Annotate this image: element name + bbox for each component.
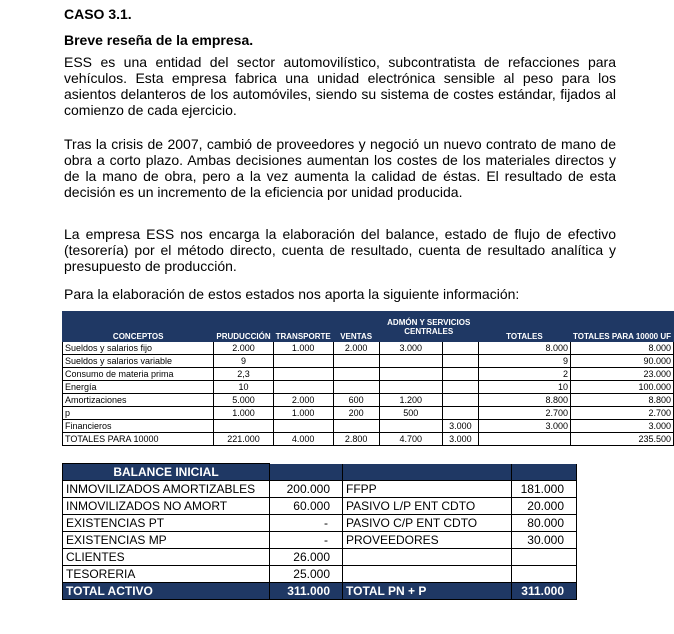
- row-value: [442, 381, 478, 394]
- row-value: 1.000: [214, 407, 273, 420]
- section-subtitle: Breve reseña de la empresa.: [64, 32, 254, 48]
- row-concept: Sueldos y salarios fijo: [63, 342, 214, 355]
- row-concept: TOTALES PARA 10000: [63, 433, 214, 446]
- row-value: 4.700: [379, 433, 442, 446]
- row-value: [442, 407, 478, 420]
- paragraph-crisis: Tras la crisis de 2007, cambió de proveedores y negoció un nuevo contrato de mano de obra a corto plazo. Ambas decisiones aumentan los costes de los materiales directos y de la mano de obra, pero a la vez aumenta la calidad de éstas. El resultado de esta decisión es un incremento de la eficiencia por unidad producida.: [64, 136, 616, 200]
- row-value: 2: [478, 368, 570, 381]
- row-value: 3.000: [442, 420, 478, 433]
- balance-totals-row: [63, 583, 577, 600]
- row-value: 23.000: [571, 368, 674, 381]
- row-value: 2.700: [478, 407, 570, 420]
- balance-label: FFPP: [343, 481, 512, 498]
- row-value: 8.000: [478, 342, 570, 355]
- cost-table-row: [63, 342, 674, 355]
- row-value: 9: [478, 355, 570, 368]
- balance-header: [63, 464, 577, 481]
- balance-label: PASIVO L/P ENT CDTO: [343, 498, 512, 515]
- balance-row: [63, 498, 577, 515]
- balance-value: 26.000: [270, 549, 343, 566]
- row-value: 600: [333, 394, 379, 407]
- row-value: [214, 420, 273, 433]
- balance-value: 20.000: [512, 498, 577, 515]
- row-value: [379, 420, 442, 433]
- row-value: [333, 355, 379, 368]
- row-value: 3.000: [571, 420, 674, 433]
- row-value: 8.000: [571, 342, 674, 355]
- row-value: 3.000: [442, 433, 478, 446]
- cost-table-row: [63, 407, 674, 420]
- row-value: 8.800: [478, 394, 570, 407]
- row-value: [273, 420, 333, 433]
- balance-row: [63, 532, 577, 549]
- row-value: [333, 368, 379, 381]
- balance-label: [343, 566, 512, 583]
- balance-label: [343, 549, 512, 566]
- balance-row: [63, 549, 577, 566]
- balance-value: -: [270, 515, 343, 532]
- balance-label: CLIENTES: [63, 549, 270, 566]
- row-value: 100.000: [571, 381, 674, 394]
- cost-table-row: [63, 420, 674, 433]
- cost-table-row: [63, 433, 674, 446]
- balance-value: 80.000: [512, 515, 577, 532]
- header-totales-uf: TOTALES PARA 10000 UF: [571, 312, 674, 342]
- row-value: [442, 394, 478, 407]
- row-value: [379, 368, 442, 381]
- row-value: 3.000: [379, 342, 442, 355]
- paragraph-info-intro: Para la elaboración de estos estados nos aporta la siguiente información:: [64, 286, 520, 302]
- cost-table: [62, 311, 674, 446]
- row-value: 10: [214, 381, 273, 394]
- balance-label: EXISTENCIAS PT: [63, 515, 270, 532]
- row-value: 2.000: [273, 394, 333, 407]
- balance-row: [63, 515, 577, 532]
- row-value: 2.000: [333, 342, 379, 355]
- balance-table: [62, 463, 577, 600]
- balance-value: 60.000: [270, 498, 343, 515]
- row-value: 4.000: [273, 433, 333, 446]
- row-value: 8.800: [571, 394, 674, 407]
- cost-table-row: [63, 355, 674, 368]
- row-concept: p: [63, 407, 214, 420]
- balance-row: [63, 481, 577, 498]
- row-value: 90.000: [571, 355, 674, 368]
- row-value: 1.200: [379, 394, 442, 407]
- row-value: 2.000: [214, 342, 273, 355]
- balance-value: 30.000: [512, 532, 577, 549]
- row-value: 2,3: [214, 368, 273, 381]
- row-value: [379, 355, 442, 368]
- row-value: [442, 342, 478, 355]
- cost-table-row: [63, 381, 674, 394]
- row-value: [442, 368, 478, 381]
- row-concept: Amortizaciones: [63, 394, 214, 407]
- row-value: 2.700: [571, 407, 674, 420]
- row-value: [333, 381, 379, 394]
- row-value: [478, 433, 570, 446]
- row-value: [379, 381, 442, 394]
- balance-label: EXISTENCIAS MP: [63, 532, 270, 549]
- row-value: 1.000: [273, 407, 333, 420]
- case-title: CASO 3.1.: [64, 6, 132, 22]
- balance-value: -: [270, 532, 343, 549]
- row-value: 9: [214, 355, 273, 368]
- row-value: [273, 355, 333, 368]
- header-ventas: VENTAS: [333, 312, 379, 342]
- cost-table-header: [63, 312, 674, 342]
- balance-label: INMOVILIZADOS NO AMORT: [63, 498, 270, 515]
- total-pn-value: 311.000: [512, 583, 577, 600]
- balance-label: PASIVO C/P ENT CDTO: [343, 515, 512, 532]
- balance-label: TESORERIA: [63, 566, 270, 583]
- paragraph-assignment: La empresa ESS nos encarga la elaboración del balance, estado de flujo de efectivo (tesorería) por el método directo, cuenta de resultado, cuenta de resultado analítica y presupuesto de producción.: [64, 226, 616, 274]
- row-value: 200: [333, 407, 379, 420]
- row-value: [333, 420, 379, 433]
- cost-table-row: [63, 394, 674, 407]
- row-value: [273, 381, 333, 394]
- row-value: 10: [478, 381, 570, 394]
- header-produccion: PRUDUCCIÓN: [214, 312, 273, 342]
- balance-value: 25.000: [270, 566, 343, 583]
- balance-value: 200.000: [270, 481, 343, 498]
- total-activo-value: 311.000: [270, 583, 343, 600]
- row-value: 500: [379, 407, 442, 420]
- row-concept: Sueldos y salarios variable: [63, 355, 214, 368]
- balance-value: 181.000: [512, 481, 577, 498]
- total-pn-label: TOTAL PN + P: [343, 583, 512, 600]
- row-concept: Financieros: [63, 420, 214, 433]
- header-conceptos: CONCEPTOS: [63, 312, 214, 342]
- total-activo-label: TOTAL ACTIVO: [63, 583, 270, 600]
- header-admon: ADMÓN Y SERVICIOS CENTRALES: [379, 312, 478, 342]
- row-concept: Energía: [63, 381, 214, 394]
- header-transporte: TRANSPORTE: [273, 312, 333, 342]
- balance-value: [512, 549, 577, 566]
- balance-value: [512, 566, 577, 583]
- cost-table-row: [63, 368, 674, 381]
- header-totales: TOTALES: [478, 312, 570, 342]
- row-value: 221.000: [214, 433, 273, 446]
- balance-row: [63, 566, 577, 583]
- row-value: 235.500: [571, 433, 674, 446]
- row-value: [442, 355, 478, 368]
- row-value: 2.800: [333, 433, 379, 446]
- balance-label: PROVEEDORES: [343, 532, 512, 549]
- row-value: 1.000: [273, 342, 333, 355]
- row-concept: Consumo de materia prima: [63, 368, 214, 381]
- row-value: 3.000: [478, 420, 570, 433]
- row-value: [273, 368, 333, 381]
- balance-label: INMOVILIZADOS AMORTIZABLES: [63, 481, 270, 498]
- row-value: 5.000: [214, 394, 273, 407]
- paragraph-company-description: ESS es una entidad del sector automovilístico, subcontratista de refacciones para vehículos. Esta empresa fabrica una unidad electrónica sensible al peso para los asientos delanteros de los automóviles, siendo su sistema de costes estándar, fijados al comienzo de cada ejercicio.: [64, 54, 616, 118]
- balance-title: BALANCE INICIAL: [63, 464, 270, 481]
